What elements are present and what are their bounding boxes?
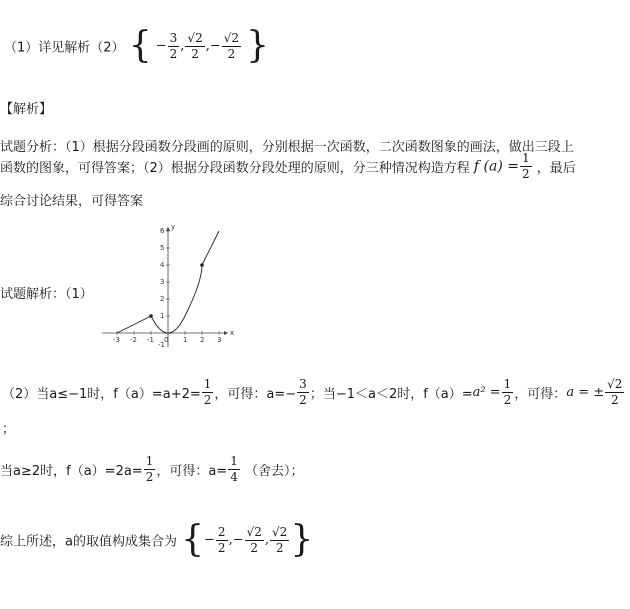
y-tick-label: 5	[160, 244, 165, 252]
part2-frac-b: $\frac{3}{2}$	[299, 377, 307, 407]
y-axis-label: y	[171, 223, 176, 231]
analysis-line-1: 试题分析：（1）根据分段函数分段画的原则，分别根据一次函数，二次函数图象的画法，做出三段上	[0, 140, 574, 155]
answer-prefix: （1）详见解析（2）	[4, 40, 125, 56]
solution-label: 试题解析：（1）	[0, 287, 93, 302]
part3-line	[0, 455, 304, 484]
left-brace: {	[128, 25, 152, 66]
y-tick-label: 1	[160, 312, 165, 320]
part3-text-a: 当a≥2时，f（a）=2a=	[0, 464, 143, 479]
analysis-line-2-text: 函数的图象，可得答案；（2）根据分段函数分段处理的原则，分三种情况构造方程	[0, 161, 470, 176]
y-tick-label: -1	[158, 341, 165, 348]
part2-text-b: ，可得：a=−	[214, 387, 297, 402]
part2-a-eq: a = ±	[566, 385, 605, 400]
answer-item-3-sign: −	[209, 38, 221, 54]
analysis-fraction: $\frac{1}{2}$	[522, 151, 530, 181]
part3-frac-a: $\frac{1}{2}$	[145, 454, 154, 484]
x-axis-arrow	[224, 331, 228, 335]
answer-frac-3: $\frac{√2}{2}$	[223, 30, 240, 61]
conclusion-line: 综上所述，a的取值构成集合为 {− $\frac{2}{2}$ ,− $\frac{√2}{2}$ , $\frac{√2}{2}$ }	[0, 519, 314, 560]
part2-frac-a: $\frac{1}{2}$	[203, 377, 212, 407]
answer-line: （1）详见解析（2） { − $\frac{3}{2}$ , $\frac{√2}{2}$ ,− $\frac{√2}{2}$ }	[4, 25, 270, 66]
curve-quadratic	[151, 265, 202, 333]
conclusion-frac-3: $\frac{√2}{2}$	[272, 524, 288, 555]
answer-frac-1: $\frac{3}{2}$	[169, 30, 178, 61]
x-tick-label: 2	[200, 336, 205, 344]
part2-semicolon: ；	[2, 422, 16, 437]
part2-square: a² =	[472, 385, 501, 400]
curve-linear-left	[117, 316, 151, 333]
point-neg1-1	[149, 314, 153, 318]
analysis-equation: f (a) =	[473, 158, 520, 175]
answer-item-1-sign: −	[155, 38, 167, 54]
section-title: 【解析】	[0, 102, 53, 117]
point-2-4	[200, 263, 204, 267]
x-tick-label: 0	[164, 336, 169, 344]
part2-text-c: ；当−1＜a＜2时，f（a）=	[309, 387, 473, 402]
function-graph	[100, 223, 240, 348]
left-brace: {	[181, 519, 205, 560]
part2-text-d: ，可得：	[514, 387, 567, 402]
conclusion-item-2-sign: −	[232, 532, 244, 548]
part2-text-a: （2）当a≤−1时，f（a）=a+2=	[2, 387, 201, 402]
x-axis-label: x	[230, 329, 235, 337]
x-tick-label: 1	[183, 336, 188, 344]
y-tick-label: 3	[160, 278, 165, 286]
curve-linear-right	[202, 231, 219, 265]
x-tick-label: -1	[147, 336, 154, 344]
y-tick-label: 4	[160, 261, 165, 269]
y-tick-label: 6	[160, 227, 165, 235]
y-tick-label: 2	[160, 295, 165, 303]
part3-frac-b: $\frac{1}{4}$	[230, 454, 238, 484]
conclusion-frac-1: $\frac{2}{2}$	[217, 524, 226, 555]
x-tick-label: -2	[130, 336, 137, 344]
conclusion-item-1-sign: −	[204, 532, 215, 548]
conclusion-text: 综上所述，a的取值构成集合为	[0, 534, 177, 550]
analysis-line-2	[0, 152, 576, 181]
analysis-line-3: 综合讨论结果，可得答案	[0, 194, 144, 209]
conclusion-frac-2: $\frac{√2}{2}$	[246, 524, 262, 555]
part2-frac-d: $\frac{√2}{2}$	[607, 377, 623, 407]
right-brace: }	[246, 25, 270, 66]
part3-text-b: ，可得：a=	[156, 464, 228, 479]
part2-line	[2, 378, 625, 407]
x-tick-label: -3	[113, 336, 120, 344]
answer-frac-2: $\frac{√2}{2}$	[187, 30, 203, 61]
part2-frac-c: $\frac{1}{2}$	[503, 377, 512, 407]
analysis-line-2-tail: ，最后	[536, 161, 576, 176]
part3-text-c: （舍去）；	[244, 464, 304, 479]
y-axis-arrow	[166, 227, 170, 231]
right-brace: }	[290, 519, 314, 560]
x-tick-label: 3	[217, 336, 222, 344]
